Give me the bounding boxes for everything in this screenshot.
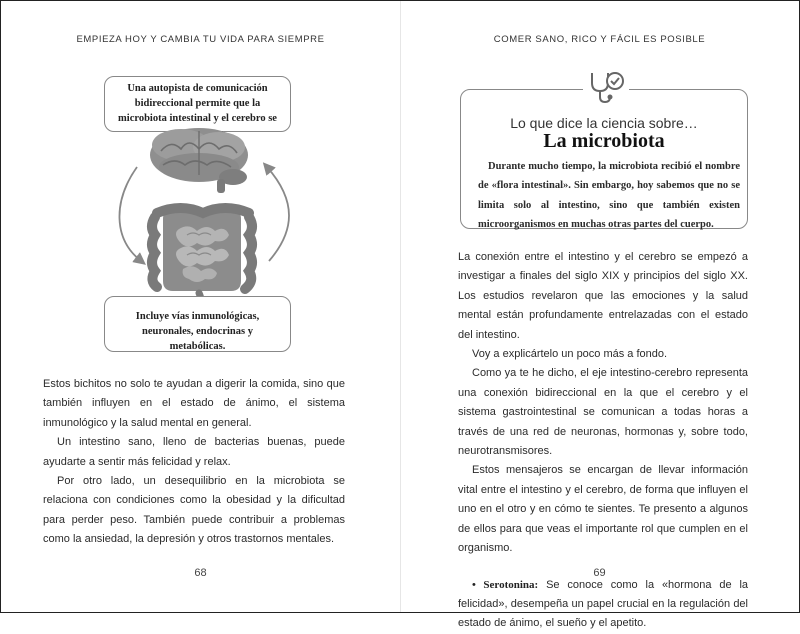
running-head-right: COMER SANO, RICO Y FÁCIL ES POSIBLE xyxy=(493,34,706,45)
curved-arrow-up-icon xyxy=(267,167,289,261)
paragraph: La conexión entre el intestino y el cerebro se empezó a investigar a finales del siglo XIX y principios del siglo XX. Los estudios revelaron que las emociones y la salud mental están profundamente entrelazadas con el estado del intestino. xyxy=(458,251,748,341)
paragraph: Un intestino sano, lleno de bacterias buenas, puede ayudarte a sentir más felicidad y relax. xyxy=(43,436,345,468)
paragraph: Voy a explicártelo un poco más a fondo. xyxy=(472,348,668,361)
left-page xyxy=(1,1,400,612)
science-box-title: La microbiota xyxy=(543,130,665,152)
intestine-icon xyxy=(152,208,252,301)
paragraph: Por otro lado, un desequilibrio en la microbiota se relaciona con condiciones como la obesidad y la dificultad para perder peso. También puede contribuir a problemas como la ansiedad, la depresión y otros trastornos mentales. xyxy=(43,475,345,546)
bullet-text: Se conoce como la «hormona de la felicidad», desempeña un papel crucial en la regulación del estado de ánimo, el sueño y el apetito. xyxy=(458,578,748,630)
science-box-text xyxy=(478,157,740,235)
paragraph: Durante mucho tiempo, la microbiota recibió el nombre de «flora intestinal». Sin embargo, hoy sabemos que no se limita solo al intestino, sino que también existen microorganismos en muchas otras partes del cuerpo. xyxy=(478,161,740,231)
page-number-right: 69 xyxy=(593,567,606,579)
paragraph: Estos bichitos no solo te ayudan a digerir la comida, sino que también influyen en el estado de ánimo, el sistema inmunológico y la salud mental en general. xyxy=(43,378,345,429)
callout-communication-highway: Una autopista de comunicación bidireccional permite que la microbiota intestinal y el cerebro se xyxy=(104,76,291,132)
curved-arrow-down-icon xyxy=(119,167,141,261)
paragraph: Como ya te he dicho, el eje intestino-cerebro representa una conexión bidireccional en la que el cerebro y el sistema gastrointestinal se comunican a todas horas a través de una red de neuronas, hormonas y, sobre todo, neurotransmisores. xyxy=(458,367,748,458)
gut-brain-illustration xyxy=(91,121,321,301)
running-head-left: EMPIEZA HOY Y CAMBIA TU VIDA PARA SIEMPRE xyxy=(76,34,325,45)
right-page xyxy=(400,1,799,630)
paragraph: Estos mensajeros se encargan de llevar información vital entre el intestino y el cerebro, de forma que influyen el uno en el otro y en cómo te sientes. Te presento a algunos de ellos para que veas el importante rol que cumplen en el organismo. xyxy=(458,464,748,555)
science-box-kicker: Lo que dice la ciencia sobre… xyxy=(510,115,698,131)
left-body-text xyxy=(43,375,345,550)
stethoscope-check-icon xyxy=(586,69,626,105)
bullet-term: • Serotonina: xyxy=(472,578,539,591)
bullet-item xyxy=(458,576,748,634)
callout-pathways: Incluye vías inmunológicas, neuronales, endocrinas y metabólicas. xyxy=(104,296,291,352)
page-number-left: 68 xyxy=(194,567,207,579)
brain-icon xyxy=(150,128,248,193)
